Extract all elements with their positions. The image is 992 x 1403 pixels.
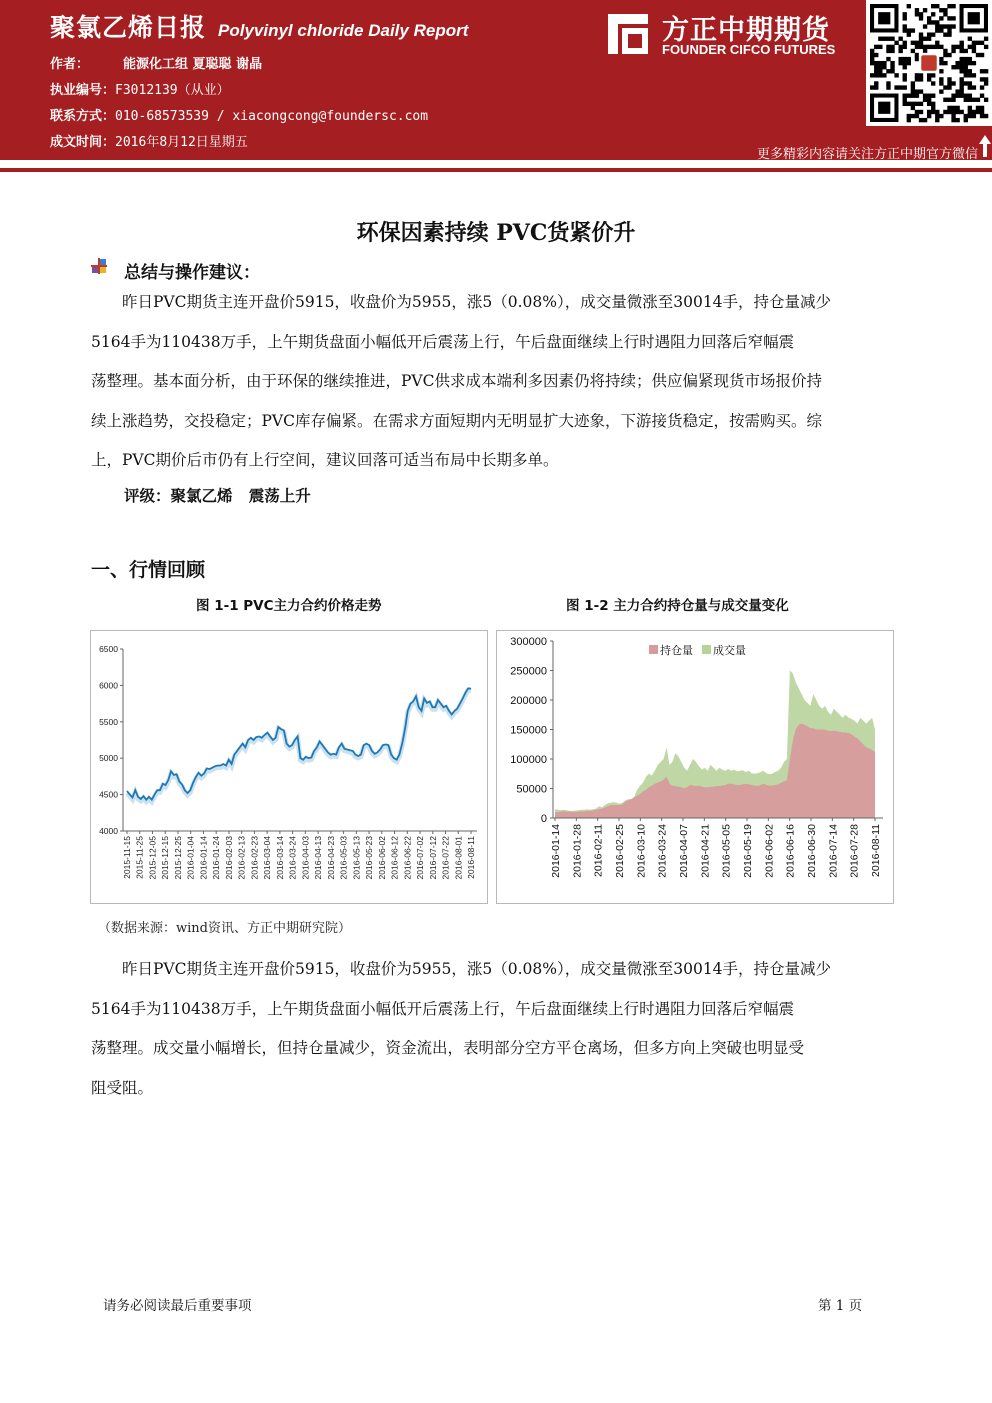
y-tick-label: 200000 bbox=[510, 695, 547, 707]
figure-2-caption: 图 1-2 主力合约持仓量与成交量变化 bbox=[566, 598, 789, 614]
logo-text-cn: 方正中期期货 bbox=[662, 15, 830, 46]
x-tick-label: 2016-04-23 bbox=[325, 836, 336, 880]
x-tick-label: 2016-08-11 bbox=[870, 824, 882, 877]
legend-swatch-open-interest bbox=[649, 645, 658, 654]
x-tick-label: 2016-07-02 bbox=[415, 836, 426, 880]
x-tick-label: 2015-12-05 bbox=[147, 836, 158, 880]
x-tick-label: 2016-01-04 bbox=[185, 836, 196, 880]
contact-label: 联系方式： bbox=[50, 109, 116, 124]
logo-text-en: FOUNDER CIFCO FUTURES bbox=[662, 42, 836, 57]
report-title-cn: 聚氯乙烯日报 bbox=[50, 13, 207, 42]
y-tick-label: 5000 bbox=[99, 753, 118, 764]
x-tick-label: 2016-02-25 bbox=[614, 824, 626, 878]
summary-line: 昨日PVC期货主连开盘价5915，收盘价为5955，涨5（0.08%），成交量微涨至30014手，持仓量减少 bbox=[91, 293, 832, 311]
x-tick-label: 2016-02-03 bbox=[223, 836, 234, 880]
follow-wechat-text[interactable]: 更多精彩内容请关注方正中期官方微信 bbox=[756, 147, 978, 162]
x-tick-label: 2016-06-30 bbox=[806, 824, 818, 878]
x-tick-label: 2016-03-24 bbox=[287, 836, 298, 880]
x-tick-label: 2016-06-02 bbox=[763, 824, 776, 878]
data-source-note: （数据来源：wind资讯、方正中期研究院） bbox=[98, 921, 351, 936]
rating-line: 评级：聚氯乙烯 震荡上升 bbox=[124, 487, 311, 505]
date-label: 成文时间： bbox=[50, 135, 116, 150]
y-tick-label: 300000 bbox=[510, 636, 547, 648]
volume-oi-chart-svg bbox=[497, 631, 893, 903]
summary-line: 荡整理。基本面分析，由于环保的继续推进，PVC供求成本端利多因素仍将持续；供应偏紧现货市场报价持 bbox=[91, 372, 822, 390]
qr-center-logo-icon bbox=[921, 55, 936, 70]
x-tick-label: 2016-06-12 bbox=[389, 836, 400, 880]
x-tick-label: 2016-03-10 bbox=[635, 824, 648, 878]
section-bullet-icon bbox=[91, 258, 107, 274]
x-tick-label: 2016-05-19 bbox=[742, 824, 754, 878]
review-line: 荡整理。成交量小幅增长，但持仓量减少，资金流出，表明部分空方平仓离场，但多方向上突破也明显受 bbox=[91, 1039, 805, 1057]
arrow-up-icon bbox=[978, 134, 992, 158]
contact-line bbox=[50, 105, 428, 124]
x-tick-label: 2015-11-25 bbox=[134, 836, 145, 879]
contact-value[interactable]: 010-68573539 / xiacongcong@foundersc.com bbox=[115, 109, 429, 124]
wechat-qr-code bbox=[866, 0, 992, 126]
y-tick-label: 5500 bbox=[99, 716, 118, 727]
author-line bbox=[50, 53, 262, 72]
review-line: 阻受阻。 bbox=[91, 1078, 154, 1097]
x-tick-label: 2016-06-22 bbox=[402, 836, 413, 880]
x-tick-label: 2016-02-23 bbox=[249, 836, 260, 880]
license-value: F3012139（从业） bbox=[115, 83, 230, 98]
x-tick-label: 2016-07-22 bbox=[440, 836, 451, 880]
y-tick-label: 50000 bbox=[516, 783, 547, 796]
x-tick-label: 2016-08-01 bbox=[453, 836, 464, 880]
x-tick-label: 2016-05-13 bbox=[351, 836, 362, 880]
x-tick-label: 2016-05-23 bbox=[364, 836, 375, 880]
y-tick-label: 4500 bbox=[99, 789, 118, 800]
summary-line: 5164手为110438万手，上午期货盘面小幅低开后震荡上行，午后盘面继续上行时遇阻力回落后窄幅震 bbox=[91, 332, 795, 351]
figure-1-caption: 图 1-1 PVC主力合约价格走势 bbox=[196, 598, 382, 614]
y-tick-label: 250000 bbox=[510, 665, 547, 678]
author-value: 能源化工组 夏聪聪 谢晶 bbox=[123, 57, 263, 72]
report-header bbox=[0, 0, 992, 160]
price-chart bbox=[90, 630, 488, 904]
x-tick-label: 2016-02-11 bbox=[592, 824, 605, 877]
report-title-en: Polyvinyl chloride Daily Report bbox=[218, 21, 469, 40]
document-title: 环保因素持续 PVC货紧价升 bbox=[356, 220, 636, 246]
y-tick-label: 100000 bbox=[510, 754, 547, 766]
x-tick-label: 2016-04-07 bbox=[678, 824, 690, 878]
header-bottom-rule bbox=[0, 168, 992, 172]
x-tick-label: 2016-06-02 bbox=[376, 836, 387, 880]
x-tick-label: 2015-12-25 bbox=[172, 836, 183, 880]
y-tick-label: 150000 bbox=[510, 724, 547, 737]
x-tick-label: 2016-08-11 bbox=[466, 836, 476, 879]
x-tick-label: 2016-05-03 bbox=[338, 836, 349, 880]
x-tick-label: 2016-03-24 bbox=[656, 824, 669, 878]
price-chart-svg bbox=[91, 631, 487, 903]
y-tick-label: 6500 bbox=[99, 644, 118, 654]
report-title bbox=[50, 8, 468, 44]
summary-line: 上，PVC期价后市仍有上行空间，建议回落可适当布局中长期多单。 bbox=[91, 451, 559, 469]
y-tick-label: 4000 bbox=[99, 826, 118, 836]
volume-oi-chart bbox=[496, 630, 894, 904]
founder-logo bbox=[604, 8, 864, 64]
review-line: 5164手为110438万手，上午期货盘面小幅低开后震荡上行，午后盘面继续上行时遇阻力回落后窄幅震 bbox=[91, 999, 795, 1018]
x-tick-label: 2016-01-14 bbox=[550, 824, 562, 878]
x-tick-label: 2016-04-03 bbox=[300, 836, 311, 880]
author-label: 作者： bbox=[50, 57, 90, 72]
x-tick-label: 2015-12-15 bbox=[160, 836, 171, 880]
footer-disclaimer-note: 请务必阅读最后重要事项 bbox=[103, 1298, 252, 1314]
x-tick-label: 2016-06-16 bbox=[784, 824, 797, 878]
x-tick-label: 2016-03-14 bbox=[274, 836, 285, 880]
y-tick-label: 6000 bbox=[99, 680, 118, 691]
x-tick-label: 2016-03-04 bbox=[262, 836, 273, 880]
x-tick-label: 2016-02-13 bbox=[236, 836, 247, 880]
x-tick-label: 2016-07-28 bbox=[848, 824, 861, 878]
legend-swatch-volume bbox=[702, 645, 711, 654]
founder-logo-mark-icon bbox=[604, 10, 652, 58]
x-tick-label: 2016-01-14 bbox=[198, 836, 209, 880]
x-tick-label: 2016-04-13 bbox=[313, 836, 324, 880]
x-tick-label: 2016-01-28 bbox=[571, 824, 584, 878]
license-line bbox=[50, 79, 230, 98]
legend-label-volume: 成交量 bbox=[713, 644, 746, 657]
date-line bbox=[50, 131, 248, 150]
date-value: 2016年8月12日星期五 bbox=[115, 135, 248, 150]
x-tick-label: 2016-04-21 bbox=[699, 824, 712, 878]
y-tick-label: 0 bbox=[540, 813, 547, 825]
x-tick-label: 2016-07-12 bbox=[427, 836, 438, 880]
summary-line: 续上涨趋势，交投稳定；PVC库存偏紧。在需求方面短期内无明显扩大迹象，下游接货稳定，按需购买。综 bbox=[91, 411, 822, 430]
review-line: 昨日PVC期货主连开盘价5915，收盘价为5955，涨5（0.08%），成交量微涨至30014手，持仓量减少 bbox=[91, 960, 832, 978]
x-tick-label: 2016-01-24 bbox=[211, 836, 222, 880]
x-tick-label: 2016-07-14 bbox=[827, 824, 840, 878]
section-1-heading: 一、行情回顾 bbox=[91, 559, 206, 581]
license-label: 执业编号： bbox=[50, 83, 116, 98]
summary-paragraph bbox=[91, 283, 903, 481]
summary-heading: 总结与操作建议： bbox=[124, 263, 260, 283]
review-paragraph bbox=[91, 950, 903, 1108]
x-tick-label: 2015-11-15 bbox=[122, 836, 132, 879]
x-tick-label: 2016-05-05 bbox=[720, 824, 733, 878]
legend-label-open-interest: 持仓量 bbox=[660, 644, 693, 657]
page-number: 第 1 页 bbox=[818, 1298, 863, 1314]
